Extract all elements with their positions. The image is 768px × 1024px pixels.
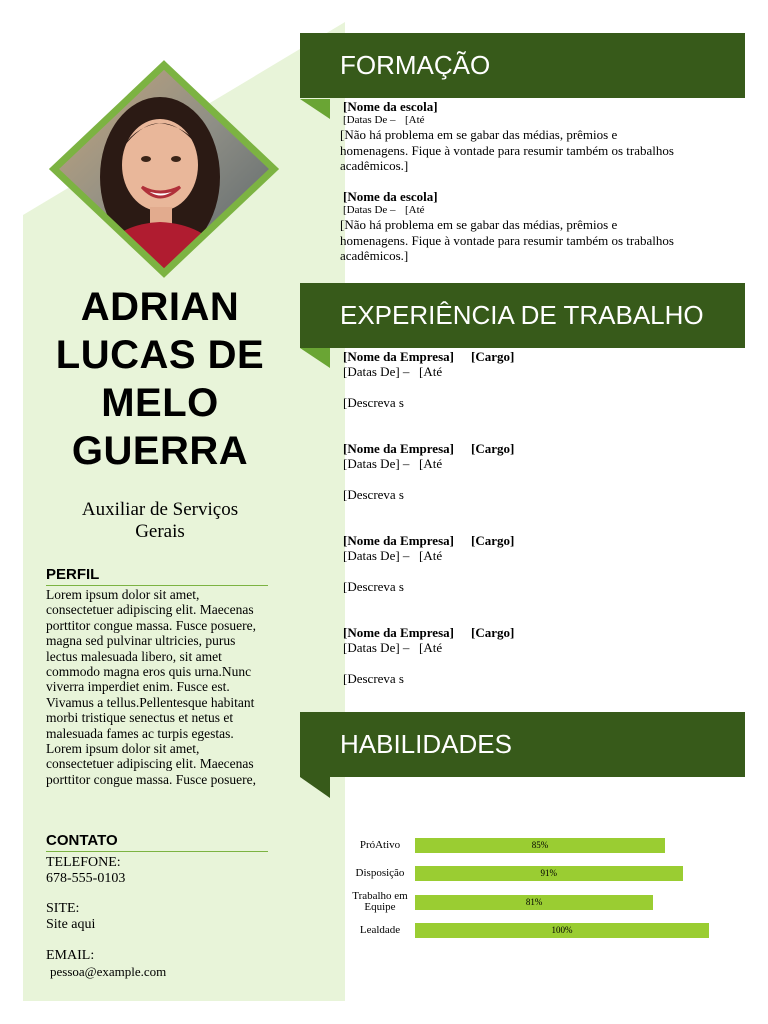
experience-banner bbox=[300, 283, 745, 348]
skill-bar bbox=[415, 895, 653, 910]
skills-chart bbox=[348, 832, 748, 952]
education-dates-from: [Datas De – bbox=[343, 114, 396, 126]
skill-label-line: Lealdade bbox=[359, 924, 401, 936]
skill-label bbox=[348, 868, 412, 879]
experience-dates-to: [Até bbox=[419, 364, 443, 379]
skill-label-line: Disposição bbox=[355, 867, 405, 879]
experience-company: [Nome da Empresa] bbox=[343, 349, 454, 364]
job-title bbox=[50, 499, 270, 543]
experience-company: [Nome da Empresa] bbox=[343, 441, 454, 456]
contact-phone-label: TELEFONE: bbox=[46, 855, 121, 870]
profile-text: Lorem ipsum dolor sit amet, consectetuer adipiscing elit. Maecenas porttitor congue massa. Fusce posuere, magna sed pulvinar ultricies, purus lectus malesuada libero, sit amet commodo magna eros quis urna.Nunc viverra imperdiet enim. Fusce est. Vivamus a tellus.Pellentesque habitant morbi tristique senectus et netus et malesuada fames ac turpis egestas. Lorem ipsum dolor sit amet, consectetuer adipiscing elit. Maecenas porttitor congue massa. Fusce posuere, bbox=[46, 587, 256, 787]
name-line: LUCAS DE bbox=[55, 333, 265, 377]
skill-label-line: Equipe bbox=[364, 901, 396, 913]
skill-label bbox=[348, 925, 412, 936]
experience-description: [Descreva s bbox=[343, 579, 404, 594]
contact-site-label: SITE: bbox=[46, 901, 80, 916]
experience-dates-from: [Datas De] – bbox=[343, 364, 410, 379]
skill-percent: 91% bbox=[540, 868, 558, 878]
experience-dates-to: [Até bbox=[419, 640, 443, 655]
experience-company: [Nome da Empresa] bbox=[343, 625, 454, 640]
skill-percent: 100% bbox=[551, 925, 573, 935]
education-school: [Nome da escola] bbox=[343, 189, 438, 204]
experience-description: [Descreva s bbox=[343, 395, 404, 410]
experience-dates-from: [Datas De] – bbox=[343, 640, 410, 655]
experience-company: [Nome da Empresa] bbox=[343, 533, 454, 548]
experience-role: [Cargo] bbox=[471, 349, 515, 364]
experience-dates-from: [Datas De] – bbox=[343, 548, 410, 563]
experience-dates-from: [Datas De] – bbox=[343, 456, 410, 471]
experience-description: [Descreva s bbox=[343, 487, 404, 502]
description-line: homenagens. Fique à vontade para resumir também os trabalhos bbox=[340, 142, 674, 158]
education-dates-to: [Até bbox=[405, 204, 425, 216]
description-line: [Não há problema em se gabar das médias, prêmios e bbox=[340, 127, 618, 142]
contact-email-label: EMAIL: bbox=[46, 948, 95, 963]
skill-label bbox=[348, 840, 412, 851]
skill-percent: 81% bbox=[525, 897, 543, 907]
experience-heading: EXPERIÊNCIA DE TRABALHO bbox=[340, 300, 704, 330]
education-banner bbox=[300, 33, 745, 98]
experience-role: [Cargo] bbox=[471, 625, 515, 640]
experience-description: [Descreva s bbox=[343, 671, 404, 686]
skill-bar bbox=[415, 923, 709, 938]
contact-heading: CONTATO bbox=[46, 832, 118, 849]
skill-label bbox=[348, 891, 412, 913]
contact-email: pessoa@example.com bbox=[50, 964, 167, 979]
skill-label-line: Trabalho em bbox=[352, 890, 408, 902]
candidate-name bbox=[26, 283, 294, 475]
experience-role: [Cargo] bbox=[471, 533, 515, 548]
description-line: [Não há problema em se gabar das médias, prêmios e bbox=[340, 217, 618, 232]
job-title-line: Gerais bbox=[135, 521, 185, 542]
experience-dates-to: [Até bbox=[419, 456, 443, 471]
job-title-line: Auxiliar de Serviços bbox=[81, 499, 239, 520]
experience-role: [Cargo] bbox=[471, 441, 515, 456]
education-description bbox=[340, 217, 720, 264]
name-line: MELO bbox=[101, 381, 219, 425]
education-school: [Nome da escola] bbox=[343, 99, 438, 114]
profile-photo bbox=[48, 57, 280, 281]
education-heading: FORMAÇÃO bbox=[340, 50, 491, 80]
description-line: acadêmicos.] bbox=[340, 248, 409, 263]
name-line: ADRIAN bbox=[80, 285, 240, 329]
education-dates-from: [Datas De – bbox=[343, 204, 396, 216]
skills-heading: HABILIDADES bbox=[340, 729, 512, 759]
skills-banner bbox=[300, 712, 745, 777]
skill-bar bbox=[415, 838, 665, 853]
skill-label-line: PróAtivo bbox=[359, 839, 401, 851]
contact-divider bbox=[46, 851, 268, 852]
contact-site: Site aqui bbox=[46, 917, 96, 932]
skill-percent: 85% bbox=[531, 840, 549, 850]
contact-phone: 678-555-0103 bbox=[46, 871, 126, 886]
name-line: GUERRA bbox=[71, 429, 249, 473]
description-line: acadêmicos.] bbox=[340, 158, 409, 173]
profile-heading: PERFIL bbox=[46, 566, 100, 583]
education-description bbox=[340, 127, 720, 174]
description-line: homenagens. Fique à vontade para resumir também os trabalhos bbox=[340, 232, 674, 248]
education-dates-to: [Até bbox=[405, 114, 425, 126]
experience-dates-to: [Até bbox=[419, 548, 443, 563]
skill-bar bbox=[415, 866, 683, 881]
profile-divider bbox=[46, 585, 268, 586]
